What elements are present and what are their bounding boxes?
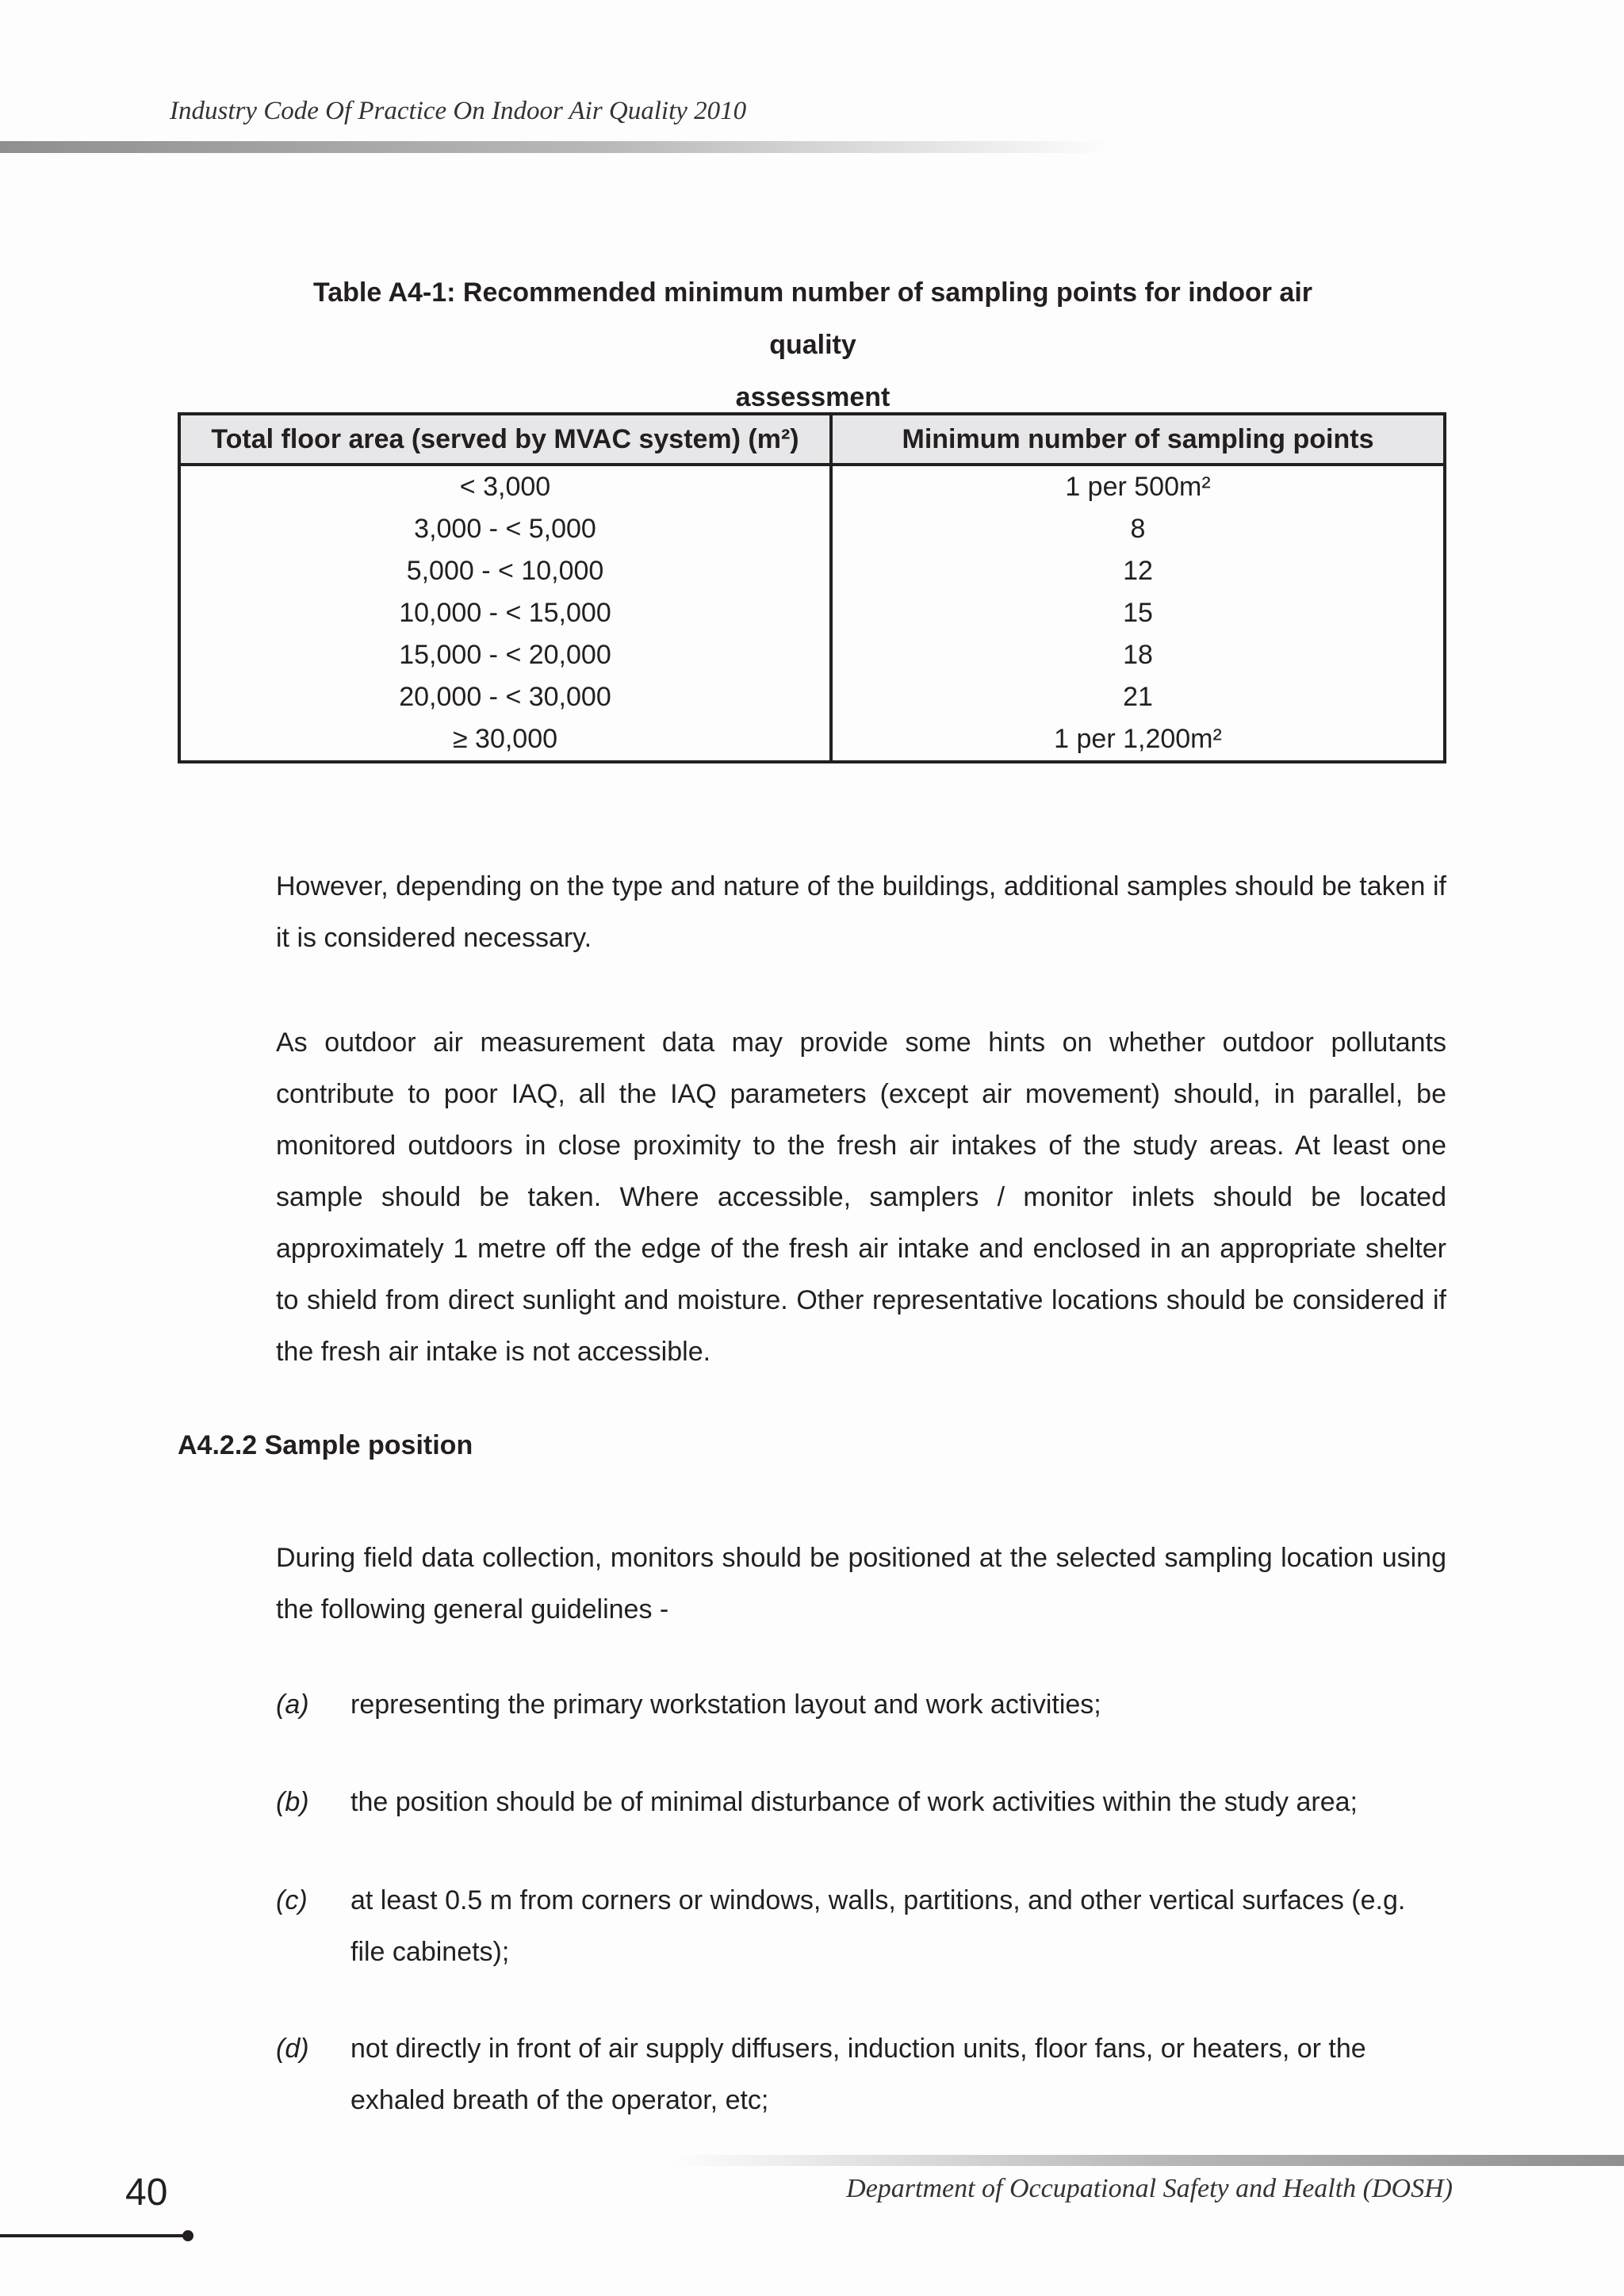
list-item [276, 1875, 1446, 1978]
table-header-row [179, 414, 1445, 465]
paragraph-additional-samples: However, depending on the type and nature of the buildings, additional samples should be taken if it is considered necessary. [276, 871, 1446, 953]
floor-area-cell: ≥ 30,000 [179, 718, 831, 762]
section-heading: A4.2.2 Sample position [178, 1430, 473, 1460]
list-item-text: at least 0.5 m from corners or windows, walls, partitions, and other vertical surfaces (e.g. file cabinets); [350, 1885, 1406, 1967]
sampling-points-table [178, 412, 1446, 763]
table-row [179, 508, 1445, 550]
floor-area-cell: 15,000 - < 20,000 [179, 634, 831, 676]
table-row [179, 676, 1445, 718]
table-caption-line-2: assessment [735, 382, 891, 412]
list-marker: (b) [276, 1787, 309, 1817]
list-marker: (d) [276, 2034, 309, 2064]
footer-department: Department of Occupational Safety and Health (DOSH) [846, 2174, 1453, 2203]
floor-area-cell: < 3,000 [179, 465, 831, 508]
table-caption-line-1: Table A4-1: Recommended minimum number of sampling points for indoor air quality [312, 277, 1312, 360]
table-caption [270, 266, 1356, 423]
paragraph-field-data-collection: During field data collection, monitors should be positioned at the selected sampling location using the following general guidelines - [276, 1543, 1446, 1624]
table-row [179, 550, 1445, 592]
table-row [179, 465, 1445, 508]
sampling-points-cell: 8 [1130, 514, 1146, 544]
header-rule [0, 141, 1110, 153]
list-marker: (c) [276, 1885, 308, 1915]
list-item-text: not directly in front of air supply diffusers, induction units, floor fans, or heaters, or the exhaled breath of the operator, etc; [350, 2034, 1366, 2115]
list-item [276, 1777, 1446, 1828]
list-item [276, 1679, 1446, 1731]
table-row [179, 718, 1445, 762]
table-row [179, 634, 1445, 676]
sampling-points-cell: 15 [1123, 598, 1153, 628]
sampling-points-cell: 21 [1123, 682, 1153, 712]
footer-line [0, 2234, 187, 2237]
list-item-text: representing the primary workstation layout and work activities; [350, 1689, 1101, 1720]
floor-area-cell: 20,000 - < 30,000 [179, 676, 831, 718]
paragraph-outdoor-measurement: As outdoor air measurement data may provide some hints on whether outdoor pollutants contribute to poor IAQ, all the IAQ parameters (except air movement) should, in parallel, be monitored outdoors in close proximity to the fresh air intakes of the study areas. At least one sample should be taken. Where accessible, samplers / monitor inlets should be located approximately 1 metre off the edge of the fresh air intake and enclosed in an appropriate shelter to shield from direct sunlight and moisture. Other representative locations should be considered if the fresh air intake is not accessible. [276, 1027, 1446, 1367]
sampling-points-cell: 1 per 500m² [1065, 472, 1211, 502]
list-item-text: the position should be of minimal disturbance of work activities within the study area; [350, 1787, 1358, 1817]
footer-rule [672, 2155, 1624, 2166]
footer-line-dot [182, 2230, 193, 2241]
sampling-points-cell: 18 [1123, 640, 1153, 670]
column-header-sampling-points: Minimum number of sampling points [831, 414, 1445, 465]
table-row [179, 592, 1445, 634]
floor-area-cell: 10,000 - < 15,000 [179, 592, 831, 634]
page-number: 40 [125, 2172, 168, 2214]
column-header-floor-area: Total floor area (served by MVAC system) (m²) [179, 414, 831, 465]
sampling-points-cell: 1 per 1,200m² [1054, 724, 1222, 754]
list-item [276, 2023, 1446, 2126]
list-marker: (a) [276, 1689, 309, 1720]
running-header-title: Industry Code Of Practice On Indoor Air Quality 2010 [170, 97, 747, 125]
floor-area-cell: 3,000 - < 5,000 [179, 508, 831, 550]
floor-area-cell: 5,000 - < 10,000 [179, 550, 831, 592]
sampling-points-cell: 12 [1123, 556, 1153, 586]
